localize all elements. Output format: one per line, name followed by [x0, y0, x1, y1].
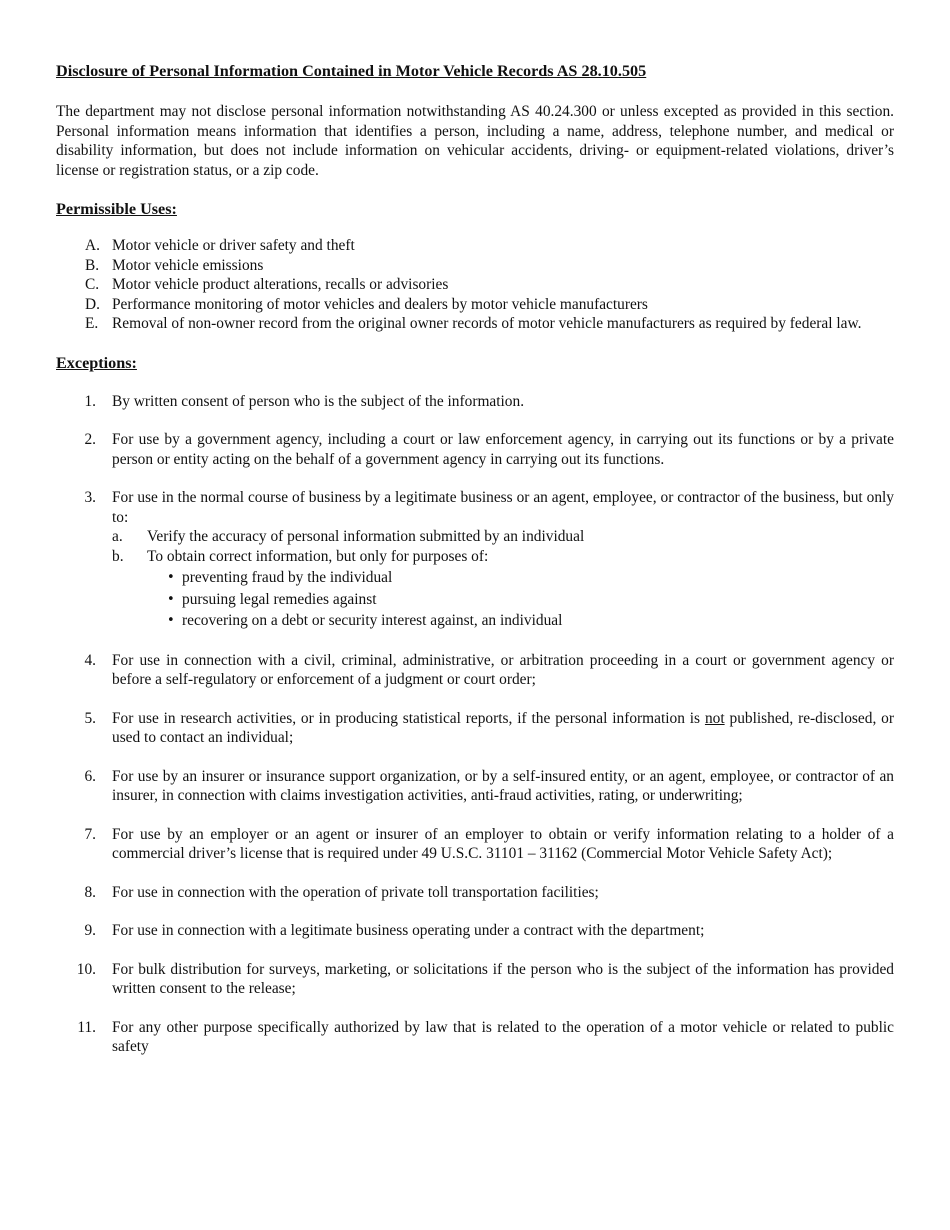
- exception-item-8: [56, 883, 894, 903]
- sub-item-b: [112, 547, 894, 632]
- underlined-word: not: [704, 709, 725, 727]
- list-marker: 8.: [84, 883, 96, 901]
- list-item-text: For use in connection with a legitimate business operating under a contract with the department;: [112, 922, 705, 939]
- sub-item-text: To obtain correct information, but only for purposes of:: [147, 547, 489, 565]
- bullet-icon: •: [167, 570, 175, 585]
- list-item: [56, 236, 894, 256]
- list-marker: 10.: [76, 960, 96, 978]
- list-marker: E.: [85, 315, 99, 332]
- list-marker: 5.: [84, 709, 96, 727]
- sub-item-a: [112, 527, 894, 547]
- list-item-text: For use by a government agency, including a court or law enforcement agency, in carrying out its functions or by a private person or entity acting on the behalf of a government agency in carrying out its functions.: [112, 431, 894, 468]
- bullet-icon: •: [167, 613, 175, 628]
- bullet-item: [147, 589, 894, 611]
- document-page: [56, 60, 894, 1076]
- exception-item-10: [56, 960, 894, 999]
- list-item-text: Motor vehicle product alterations, recalls or advisories: [112, 276, 449, 293]
- list-item-text: For use in connection with a civil, criminal, administrative, or arbitration proceeding in a court or government agency or before a self-regulatory or enforcement of a judgment or court order;: [112, 651, 894, 688]
- bullet-list: [147, 567, 894, 632]
- exception-item-2: [56, 430, 894, 469]
- sub-marker: a.: [112, 528, 123, 545]
- list-marker: 7.: [84, 825, 96, 843]
- list-item-text: For use in connection with the operation of private toll transportation facilities;: [112, 883, 599, 901]
- list-item: [56, 314, 894, 334]
- permissible-uses-list: [56, 236, 894, 334]
- exception-item-6: [56, 767, 894, 806]
- list-item-text: For use by an employer or an agent or insurer of an employer to obtain or verify information relating to a holder of a commercial driver’s license that is required under 49 U.S.C. 31101 – 31162 (Commercial Motor Vehicle Safety Act);: [112, 825, 894, 862]
- list-marker: 2.: [84, 431, 96, 448]
- bullet-item: [147, 567, 894, 589]
- exception-item-4: [56, 651, 894, 690]
- list-item-text: Motor vehicle or driver safety and theft: [112, 237, 355, 254]
- bullet-text: preventing fraud by the individual: [182, 569, 393, 586]
- list-item-text: Removal of non-owner record from the original owner records of motor vehicle manufacturers as required by federal law.: [112, 315, 862, 332]
- document-title: Disclosure of Personal Information Contained in Motor Vehicle Records AS 28.10.505: [56, 62, 647, 80]
- list-item-text: Motor vehicle emissions: [112, 256, 264, 274]
- list-marker: A.: [85, 237, 100, 254]
- sub-list: [112, 527, 894, 632]
- exception-item-7: [56, 825, 894, 864]
- list-marker: C.: [85, 276, 100, 293]
- list-item-text: Performance monitoring of motor vehicles and dealers by motor vehicle manufacturers: [112, 295, 648, 313]
- list-item-text-before: For use in research activities, or in producing statistical reports, if the personal information is: [112, 709, 701, 727]
- exception-item-9: [56, 921, 894, 941]
- list-marker: D.: [85, 295, 100, 313]
- sub-item-text: Verify the accuracy of personal information submitted by an individual: [147, 528, 585, 545]
- exception-item-11: [56, 1018, 894, 1057]
- bullet-text: recovering on a debt or security interest against, an individual: [182, 612, 563, 629]
- list-item: [56, 295, 894, 315]
- exception-item-5: [56, 709, 894, 748]
- list-marker: 9.: [84, 922, 96, 939]
- list-marker: B.: [85, 256, 100, 274]
- list-marker: 1.: [84, 392, 96, 410]
- exceptions-heading: Exceptions:: [56, 353, 137, 372]
- list-item-text: For any other purpose specifically authorized by law that is related to the operation of a motor vehicle or related to public safety: [112, 1018, 894, 1055]
- list-marker: 6.: [84, 767, 96, 785]
- exceptions-list: [56, 392, 894, 1057]
- bullet-text: pursuing legal remedies against: [182, 590, 377, 608]
- list-marker: 3.: [84, 489, 96, 506]
- permissible-uses-heading: Permissible Uses:: [56, 200, 177, 218]
- exception-item-3: [56, 488, 894, 632]
- list-item: [56, 256, 894, 276]
- list-item-text: For bulk distribution for surveys, marketing, or solicitations if the person who is the subject of the information has provided written consent to the release;: [112, 960, 894, 997]
- list-item-text: For use by an insurer or insurance support organization, or by a self-insured entity, or an agent, employee, or contractor of an insurer, in connection with claims investigation activities, anti-fraud activities, rating, or underwriting;: [112, 767, 894, 804]
- list-item: [56, 275, 894, 295]
- list-marker: 4.: [84, 651, 96, 669]
- list-item-text: For use in the normal course of business by a legitimate business or an agent, employee, or contractor of the business, but only to:: [112, 489, 894, 526]
- bullet-item: [147, 610, 894, 632]
- list-item-text-after: published, re-disclosed, or used to contact an individual;: [112, 709, 894, 746]
- sub-marker: b.: [112, 547, 124, 565]
- list-marker: 11.: [77, 1018, 96, 1036]
- list-item-text: By written consent of person who is the subject of the information.: [112, 392, 525, 410]
- intro-paragraph: The department may not disclose personal information notwithstanding AS 40.24.300 or unless excepted as provided in this section. Personal information means information that identifies a person, including a name, address, telephone number, and medical or disability information, but does not include information on vehicular accidents, driving- or equipment-related violations, driver’s license or registration status, or a zip code.: [56, 103, 894, 179]
- bullet-icon: •: [167, 591, 175, 607]
- exception-item-1: [56, 392, 894, 412]
